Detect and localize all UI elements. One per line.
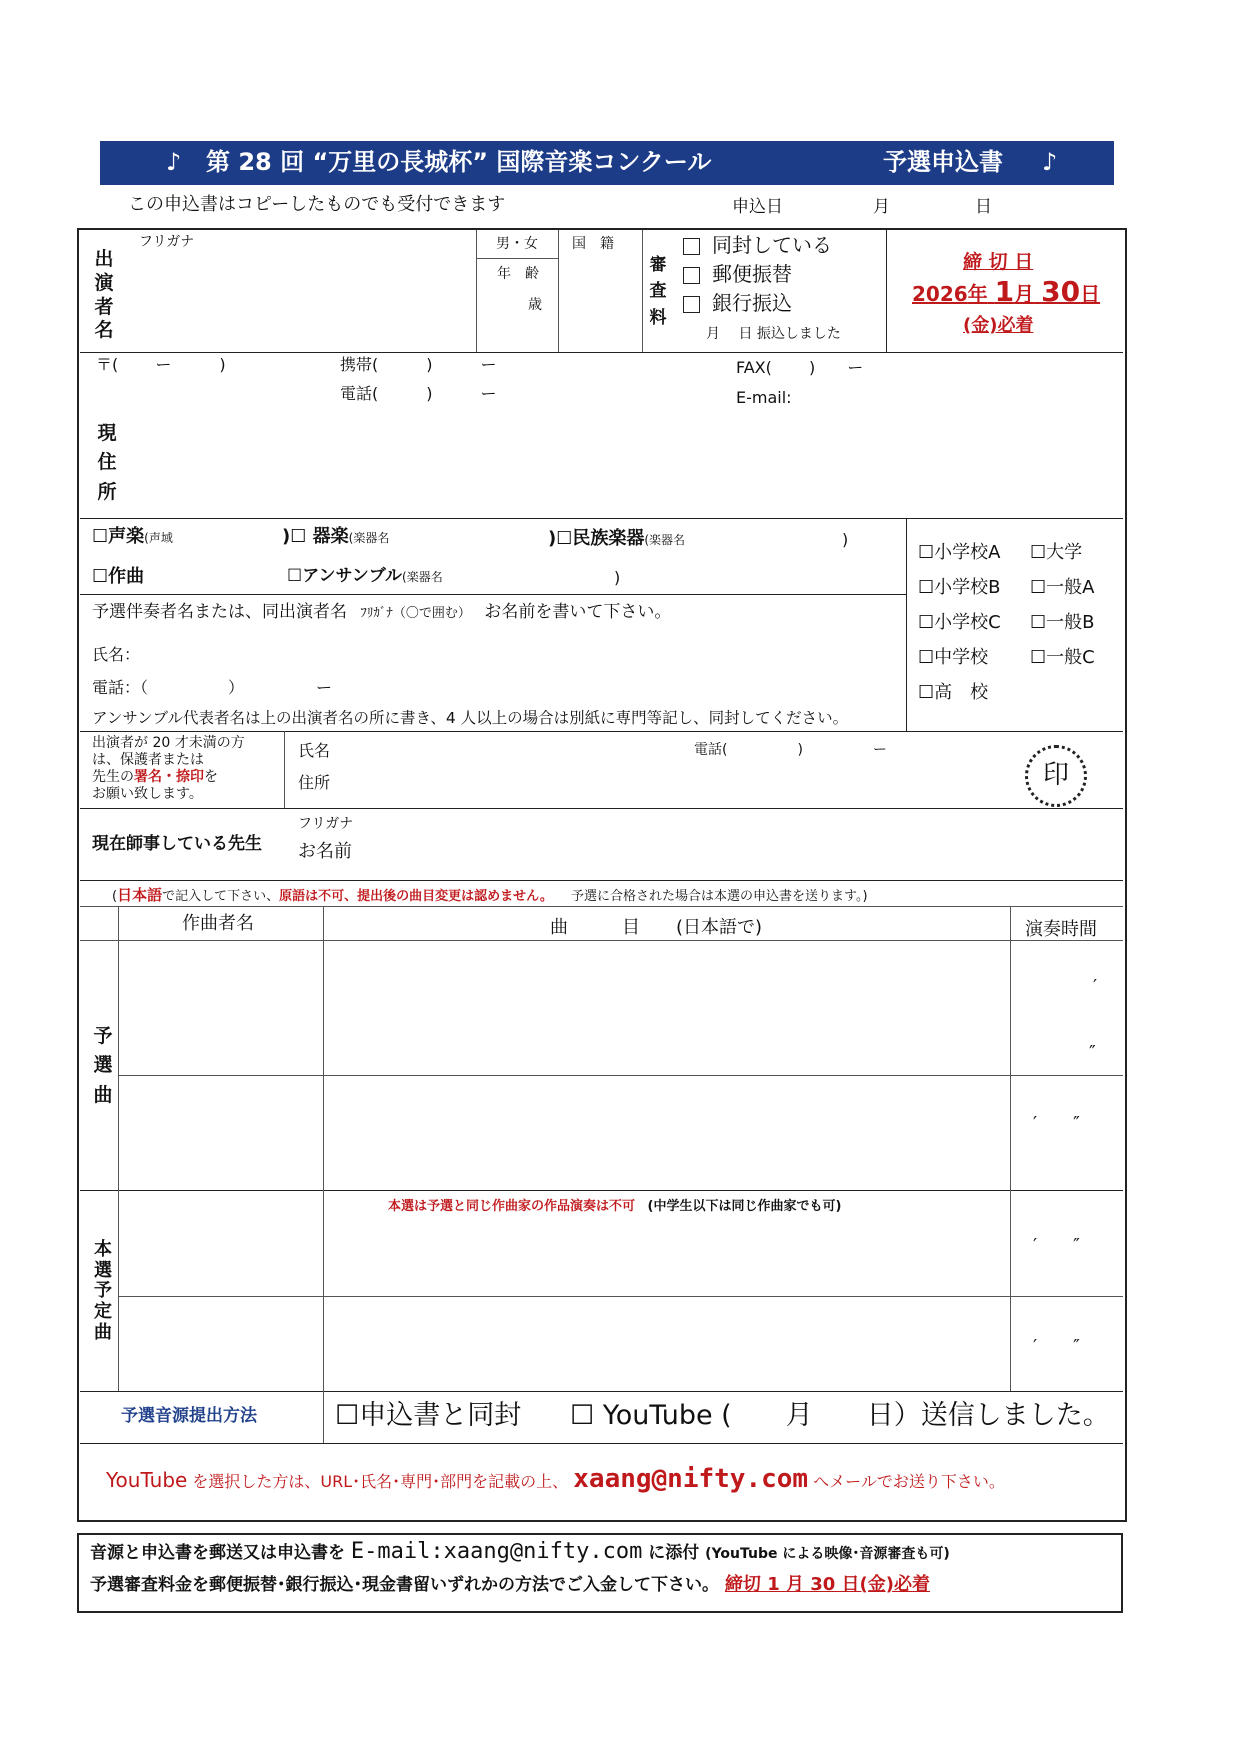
final-title-1-field[interactable] — [327, 1222, 1007, 1292]
folk-close-paren: ) — [842, 530, 849, 549]
nationality-label: 国 籍 — [572, 236, 614, 252]
time-mark[interactable]: ′ ″ — [1033, 1336, 1080, 1357]
prelim-composer-2-field[interactable] — [122, 1079, 320, 1187]
prelim-pieces-label: 予 選 曲 — [93, 1025, 113, 1106]
fee-enclosed-checkbox[interactable] — [683, 238, 700, 255]
division-general-a[interactable]: ☐一般A — [1030, 577, 1095, 598]
time-column-header: 演奏時間 — [1025, 919, 1097, 940]
ensemble-note: アンサンブル代表者名は上の出演者名の所に書き、4 人以上の場合は別紙に専門等記し、同封してください。 — [92, 709, 849, 727]
teacher-label: 現在師事している先生 — [92, 834, 262, 854]
phone-field[interactable]: 電話( ) ー — [340, 384, 497, 403]
submit-youtube-option[interactable]: ☐ YouTube ( 月 日）送信しました。 — [570, 1400, 1110, 1431]
accompanist-instruction: 予選伴奏者名または、同出演者名 ﾌﾘｶﾞﾅ（〇で囲む） お名前を書いて下さい。 — [92, 602, 672, 622]
final-pieces-label: 本 選 予 定 曲 — [94, 1239, 112, 1343]
age-label: 年 齢 — [497, 266, 539, 282]
final-composer-2-field[interactable] — [122, 1300, 320, 1388]
fax-field[interactable]: FAX( ) ー — [736, 358, 864, 377]
apply-day-label: 日 — [975, 197, 992, 217]
music-note-icon: ♪ — [1042, 148, 1058, 176]
final-title-2-field[interactable] — [327, 1300, 1007, 1388]
prelim-title-2-field[interactable] — [327, 1079, 1007, 1187]
seal-label: 印 — [1042, 760, 1069, 790]
division-general-b[interactable]: ☐一般B — [1030, 612, 1095, 633]
title-column-header: 曲 目 (日本語で) — [550, 917, 763, 938]
final-rule-note: 本選は予選と同じ作曲家の作品演奏は不可 (中学生以下は同じ作曲家でも可) — [388, 1199, 842, 1214]
form-type: 予選申込書 — [883, 148, 1003, 176]
mobile-field[interactable]: 携帯( ) ー — [340, 355, 497, 374]
submission-method-label: 予選音源提出方法 — [121, 1406, 257, 1426]
age-unit: 歳 — [528, 297, 542, 313]
division-elem-c[interactable]: ☐小学校C — [918, 612, 1001, 633]
division-university[interactable]: ☐大学 — [1030, 542, 1083, 563]
accompanist-name-field[interactable]: 氏名： — [92, 645, 141, 664]
deadline-date: 2026年 1月 30日 — [912, 275, 1101, 308]
fee-bank-label: 銀行振込 — [712, 291, 792, 315]
fee-label: 審 査 料 — [649, 255, 667, 328]
guardian-instruction: 出演者が 20 才未満の方 は、保護者または 先生の署名・捺印を お願い致します。 — [92, 735, 245, 803]
copy-note: この申込書はコピーしたものでも受付できます — [128, 194, 506, 215]
category-composition-option[interactable]: ☐作曲 — [92, 566, 145, 587]
final-composer-1-field[interactable] — [122, 1194, 320, 1292]
deadline-label: 締 切 日 — [963, 251, 1034, 273]
time-mark[interactable]: ′ — [1093, 976, 1098, 997]
submit-with-form-option[interactable]: ☐申込書と同封 — [335, 1400, 522, 1431]
guardian-address-field[interactable]: 住所 — [298, 773, 331, 792]
teacher-furigana-label: フリガナ — [298, 816, 354, 832]
time-mark[interactable]: ′ ″ — [1033, 1113, 1080, 1134]
seal-icon[interactable] — [1025, 745, 1087, 807]
teacher-name-field[interactable]: お名前 — [298, 841, 352, 862]
guardian-phone-field[interactable]: 電話( ) ー — [694, 742, 887, 758]
division-junior-high[interactable]: ☐中学校 — [918, 647, 989, 668]
category-folk-option[interactable]: )☐民族楽器(楽器名 — [548, 528, 686, 549]
music-note-icon: ♪ — [166, 148, 182, 176]
fee-enclosed-label: 同封している — [712, 233, 832, 257]
repertoire-note: (日本語で記入して下さい、原語は不可、提出後の曲目変更は認めません。 予選に合格された場合は本選の申込書を送ります。) — [112, 886, 868, 904]
division-general-c[interactable]: ☐一般C — [1030, 647, 1095, 668]
category-ensemble-option[interactable]: ☐アンサンブル(楽器名 — [287, 566, 443, 586]
fee-postal-label: 郵便振替 — [712, 262, 792, 286]
ensemble-close-paren: ) — [614, 568, 621, 587]
address-field[interactable] — [130, 410, 1110, 510]
apply-month-label: 月 — [873, 197, 890, 217]
gender-selector[interactable]: 男・女 — [496, 236, 538, 252]
fee-postal-checkbox[interactable] — [683, 267, 700, 284]
footer-line-1: 音源と申込書を郵送又は申込書を E-mail:xaang@nifty.com に添付 (YouTube による映像･音源審査も可) — [90, 1539, 950, 1564]
performer-name-label: 出 演 者 名 — [94, 248, 114, 342]
age-field[interactable] — [480, 285, 524, 315]
furigana-label: フリガナ — [139, 234, 195, 250]
transfer-date-note: 月 日 振込しました — [706, 326, 841, 342]
address-label: 現 住 所 — [97, 422, 117, 503]
youtube-instruction: YouTube を選択した方は、URL･氏名･専門･部門を記載の上、 xaang@nifty.com へメールでお送り下さい。 — [106, 1464, 1005, 1494]
category-instrument-option[interactable]: )☐ 器楽(楽器名 — [282, 526, 390, 547]
prelim-composer-1-field[interactable] — [122, 944, 320, 1072]
composer-column-header: 作曲者名 — [182, 913, 254, 934]
form-title: 第 28 回 “万里の長城杯” 国際音楽コンクール — [206, 148, 712, 176]
email-field[interactable]: E-mail: — [736, 388, 792, 407]
division-elem-a[interactable]: ☐小学校A — [918, 542, 1001, 563]
postal-code-field[interactable]: 〒( ー ) — [96, 355, 226, 374]
accompanist-phone-field[interactable]: 電話：（ ） ー — [92, 678, 333, 697]
guardian-name-field[interactable]: 氏名 — [298, 741, 331, 760]
nationality-field[interactable] — [562, 262, 638, 346]
footer-line-2: 予選審査料金を郵便振替･銀行振込･現金書留いずれかの方法でご入金して下さい。 締切 1 月 30 日(金)必着 — [90, 1574, 931, 1595]
fee-bank-checkbox[interactable] — [683, 296, 700, 313]
division-elem-b[interactable]: ☐小学校B — [918, 577, 1001, 598]
division-high-school[interactable]: ☐高 校 — [918, 682, 989, 703]
deadline-required: (金)必着 — [963, 315, 1034, 336]
performer-name-field[interactable] — [130, 258, 470, 346]
time-mark[interactable]: ″ — [1089, 1042, 1096, 1063]
category-vocal-option[interactable]: ☐声楽(声域 — [92, 526, 173, 547]
prelim-title-1-field[interactable] — [327, 944, 1007, 1072]
time-mark[interactable]: ′ ″ — [1033, 1235, 1080, 1256]
apply-date-label: 申込日 — [732, 197, 783, 217]
